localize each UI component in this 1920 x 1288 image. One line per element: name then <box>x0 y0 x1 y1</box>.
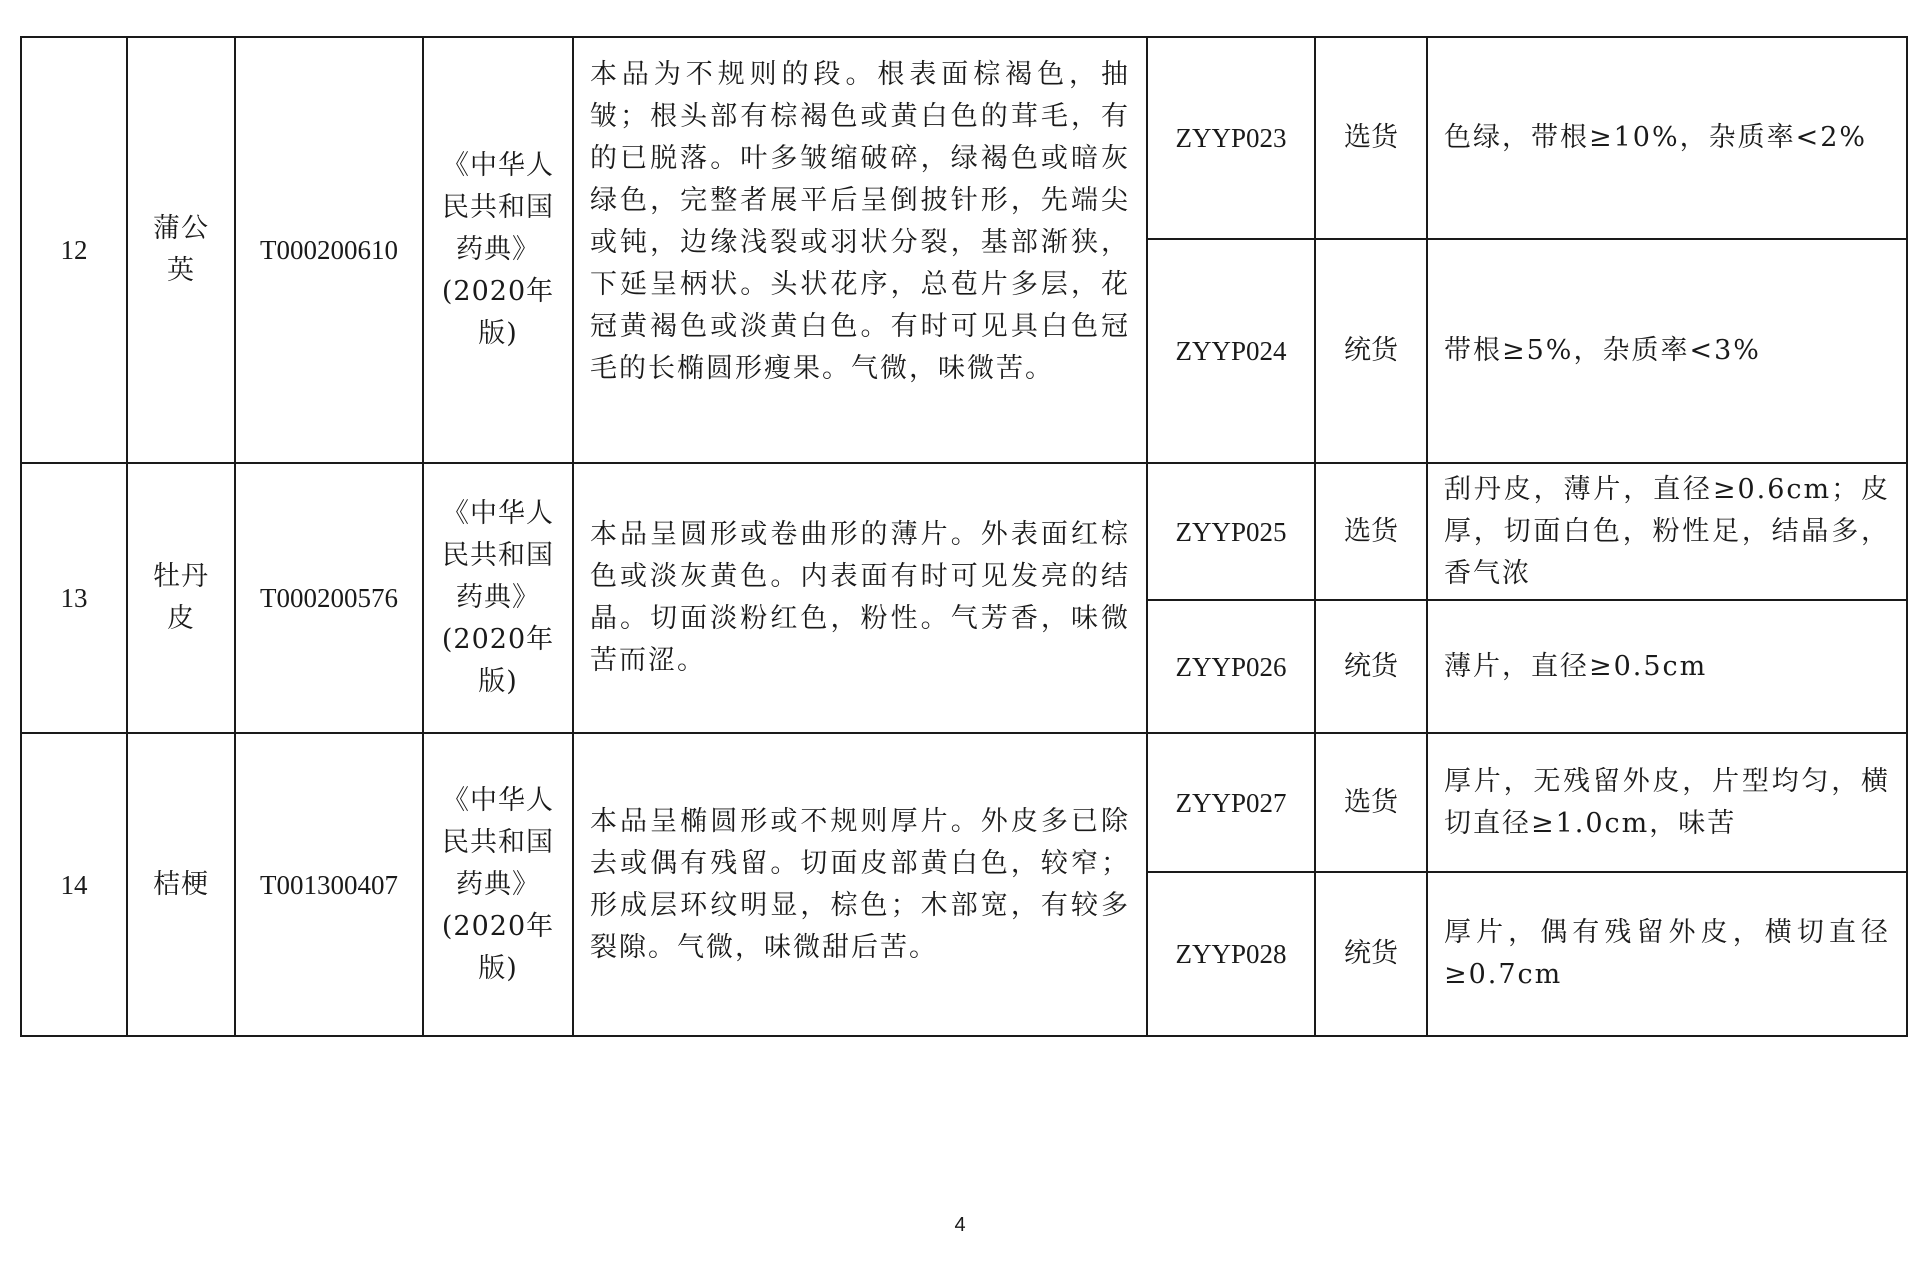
grade-code: ZYYP026 <box>1147 600 1315 733</box>
grade-label: 统货 <box>1315 600 1427 733</box>
grade-criteria: 厚片，偶有残留外皮，横切直径≥0.7cm <box>1427 872 1907 1036</box>
grade-label: 选货 <box>1315 37 1427 239</box>
herb-name: 桔梗 <box>127 733 235 1036</box>
grade-label: 选货 <box>1315 463 1427 600</box>
grade-code: ZYYP023 <box>1147 37 1315 239</box>
herb-name: 蒲公英 <box>127 37 235 463</box>
grade-code: ZYYP025 <box>1147 463 1315 600</box>
grade-code: ZYYP028 <box>1147 872 1315 1036</box>
herb-description: 本品呈椭圆形或不规则厚片。外皮多已除去或偶有残留。切面皮部黄白色，较窄；形成层环纹明显，棕色；木部宽，有较多裂隙。气微，味微甜后苦。 <box>573 733 1147 1036</box>
grade-criteria: 薄片，直径≥0.5cm <box>1427 600 1907 733</box>
quality-standard: 《中华人民共和国药典》(2020年版) <box>423 463 573 733</box>
quality-standard: 《中华人民共和国药典》(2020年版) <box>423 733 573 1036</box>
quality-standard: 《中华人民共和国药典》(2020年版) <box>423 37 573 463</box>
table-row <box>21 733 1907 872</box>
grade-label: 选货 <box>1315 733 1427 872</box>
herb-spec-table <box>20 36 1908 1037</box>
grade-criteria: 刮丹皮，薄片，直径≥0.6cm；皮厚，切面白色，粉性足，结晶多，香气浓 <box>1427 463 1907 600</box>
grade-criteria: 色绿，带根≥10%，杂质率<2% <box>1427 37 1907 239</box>
row-number: 12 <box>21 37 127 463</box>
page-number: 4 <box>954 1214 966 1236</box>
table-row <box>21 37 1907 239</box>
grade-criteria: 带根≥5%，杂质率<3% <box>1427 239 1907 463</box>
herb-code: T000200610 <box>235 37 423 463</box>
herb-code: T001300407 <box>235 733 423 1036</box>
herb-description: 本品呈圆形或卷曲形的薄片。外表面红棕色或淡灰黄色。内表面有时可见发亮的结晶。切面淡粉红色，粉性。气芳香，味微苦而涩。 <box>573 463 1147 733</box>
herb-name: 牡丹皮 <box>127 463 235 733</box>
herb-description: 本品为不规则的段。根表面棕褐色，抽皱；根头部有棕褐色或黄白色的茸毛，有的已脱落。叶多皱缩破碎，绿褐色或暗灰绿色，完整者展平后呈倒披针形，先端尖或钝，边缘浅裂或羽状分裂，基部渐狭，下延呈柄状。头状花序，总苞片多层，花冠黄褐色或淡黄白色。有时可见具白色冠毛的长椭圆形瘦果。气微，味微苦。 <box>573 37 1147 463</box>
row-number: 14 <box>21 733 127 1036</box>
grade-criteria: 厚片，无残留外皮，片型均匀，横切直径≥1.0cm，味苦 <box>1427 733 1907 872</box>
table-row <box>21 463 1907 600</box>
grade-code: ZYYP024 <box>1147 239 1315 463</box>
grade-label: 统货 <box>1315 872 1427 1036</box>
grade-label: 统货 <box>1315 239 1427 463</box>
grade-code: ZYYP027 <box>1147 733 1315 872</box>
herb-code: T000200576 <box>235 463 423 733</box>
row-number: 13 <box>21 463 127 733</box>
